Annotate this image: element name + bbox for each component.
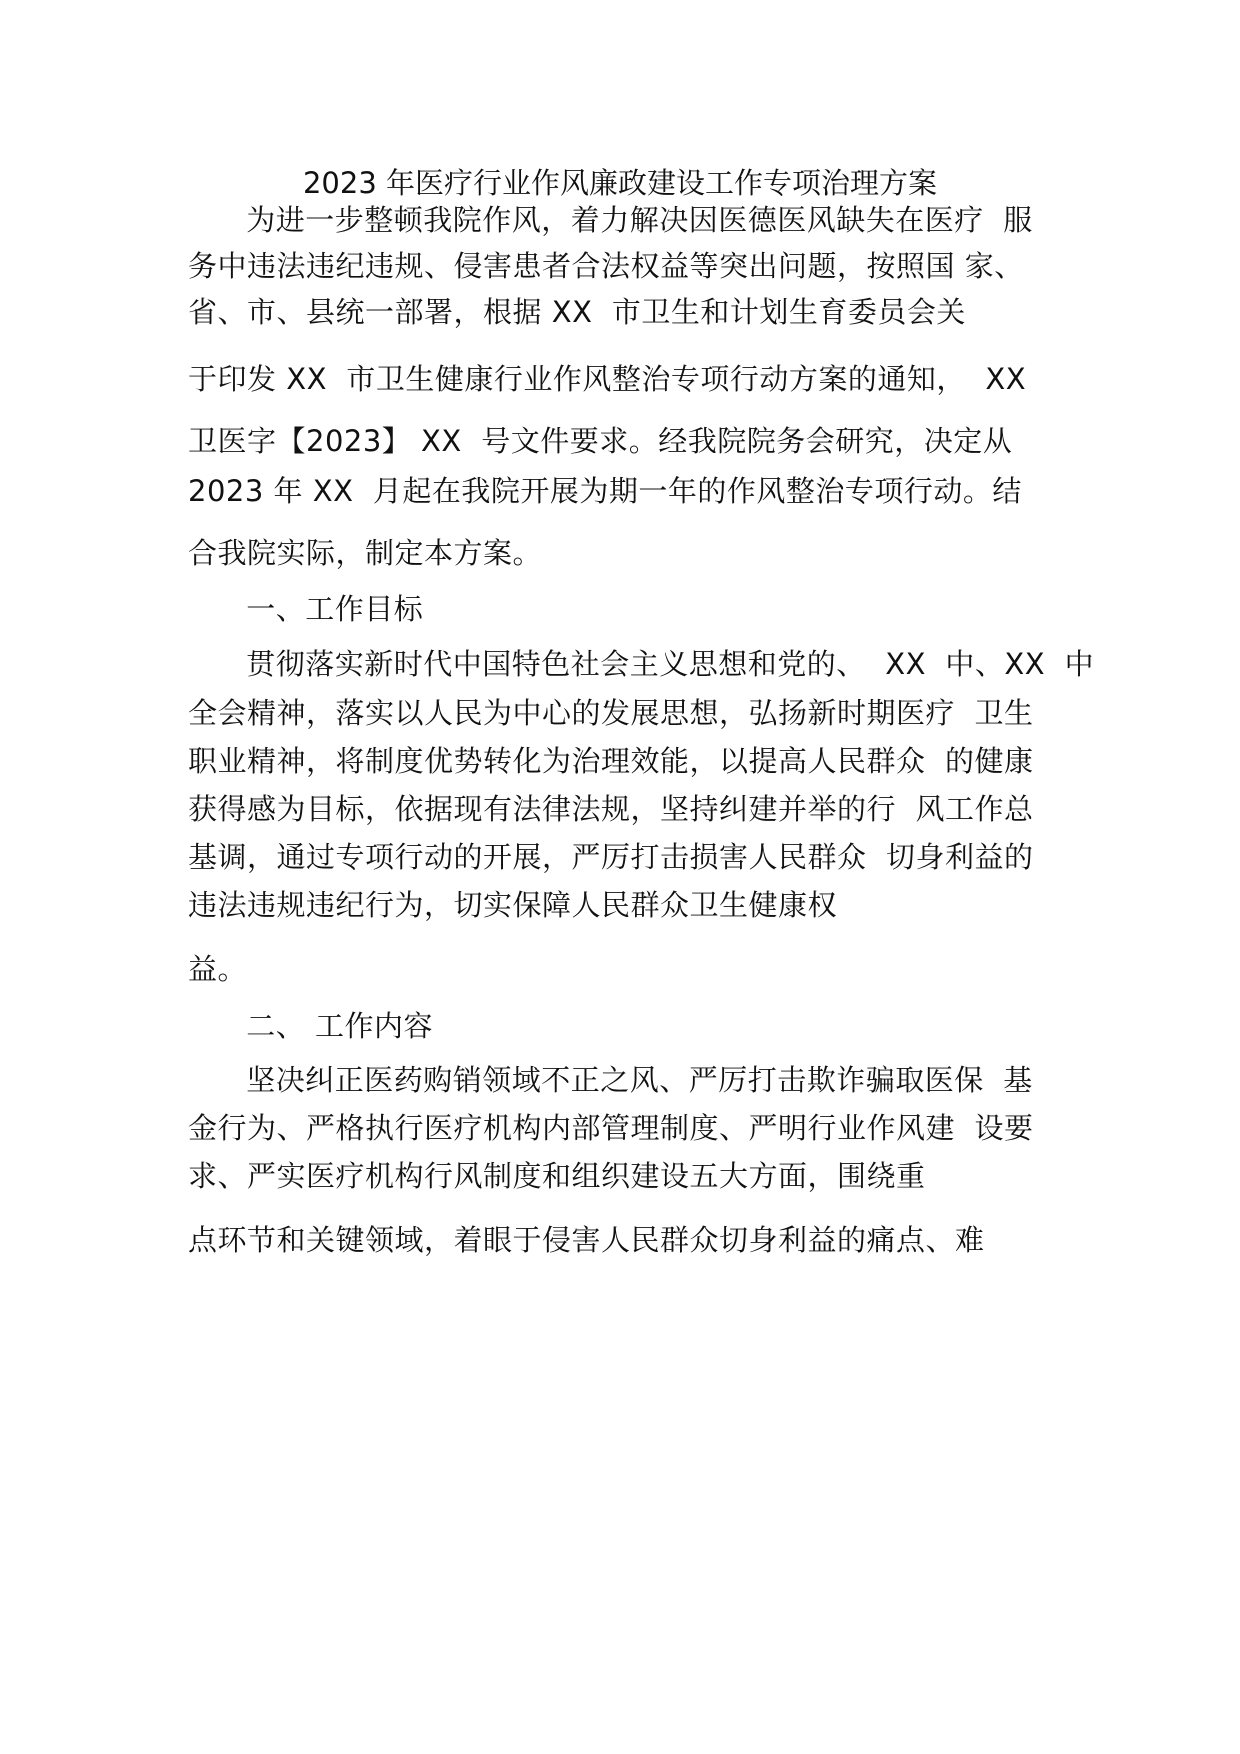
paragraph-line: 坚决纠正医药购销领域不正之风、严厉打击欺诈骗取医保 基 — [188, 1063, 1033, 1097]
section-heading: 一、工作目标 — [188, 592, 424, 626]
paragraph-line: 金行为、严格执行医疗机构内部管理制度、严明行业作风建 设要 — [188, 1111, 1034, 1145]
paragraph-line: 卫医字【2023】 XX 号文件要求。经我院院务会研究，决定从 — [188, 424, 1013, 458]
paragraph-line: 省、市、县统一部署，根据 XX 市卫生和计划生育委员会关 — [188, 295, 966, 329]
paragraph-line: 求、严实医疗机构行风制度和组织建设五大方面，围绕重 — [188, 1159, 926, 1193]
paragraph-line: 基调，通过专项行动的开展，严厉打击损害人民群众 切身利益的 — [188, 840, 1034, 874]
paragraph-line: 于印发 XX 市卫生健康行业作风整治专项行动方案的通知， XX — [188, 362, 1027, 396]
paragraph-line: 益。 — [188, 952, 248, 986]
paragraph-line: 合我院实际，制定本方案。 — [188, 536, 543, 570]
paragraph-line: 贯彻落实新时代中国特色社会主义思想和党的、 XX 中、XX 中 — [188, 647, 1095, 681]
paragraph-line: 违法违规违纪行为，切实保障人民群众卫生健康权 — [188, 888, 838, 922]
paragraph-line: 2023 年 XX 月起在我院开展为期一年的作风整治专项行动。结 — [188, 474, 1022, 508]
section-heading: 二、 工作内容 — [188, 1009, 434, 1043]
paragraph-line: 点环节和关键领域，着眼于侵害人民群众切身利益的痛点、难 — [188, 1223, 985, 1257]
paragraph-line: 获得感为目标，依据现有法律法规，坚持纠建并举的行 风工作总 — [188, 792, 1034, 826]
paragraph-line: 为进一步整顿我院作风，着力解决因医德医风缺失在医疗 服 — [188, 203, 1033, 237]
paragraph-line: 全会精神，落实以人民为中心的发展思想，弘扬新时期医疗 卫生 — [188, 696, 1034, 730]
document-title: 2023 年医疗行业作风廉政建设工作专项治理方案 — [302, 166, 938, 200]
paragraph-line: 职业精神，将制度优势转化为治理效能，以提高人民群众 的健康 — [188, 744, 1034, 778]
paragraph-line: 务中违法违纪违规、侵害患者合法权益等突出问题，按照国 家、 — [188, 249, 1024, 283]
